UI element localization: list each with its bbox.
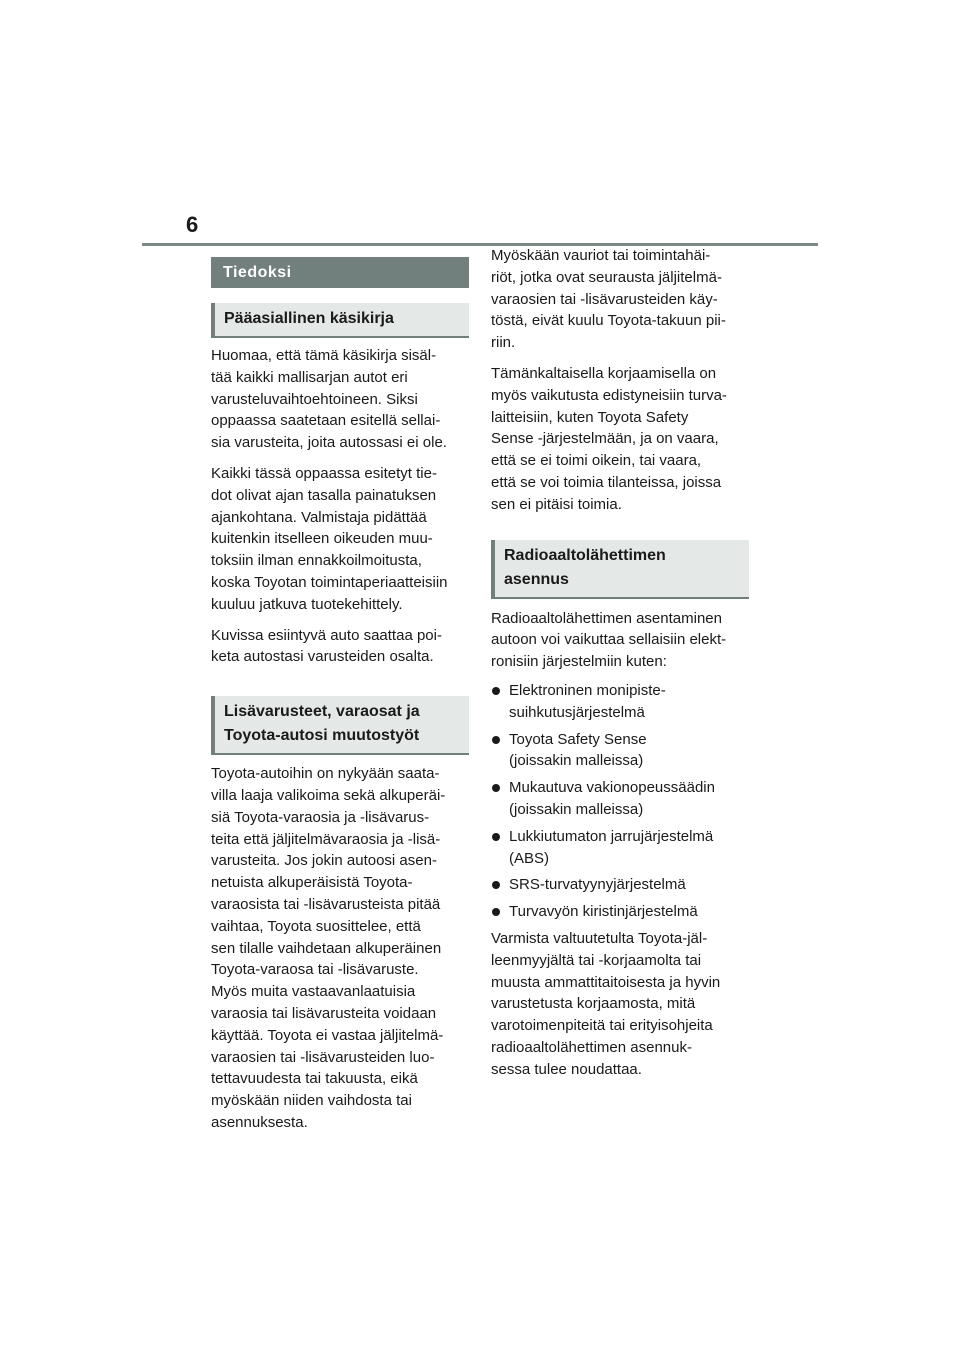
right-column — [491, 245, 749, 1081]
list-item: Toyota Safety Sense (joissakin malleissa) — [491, 729, 749, 773]
paragraph-kuvissa-auto: Kuvissa esiintyvä auto saattaa poi- keta autostasi varusteiden osalta. — [211, 626, 442, 666]
bullet-icon — [492, 881, 500, 889]
list-item: Mukautuva vakionopeussäädin (joissakin malleissa) — [491, 777, 749, 821]
paragraph-vauriot: Myöskään vauriot tai toimintahäi- riöt, jotka ovat seurausta jäljitelmä- varaosien tai -lisävarusteiden käy- töstä, eivät kuulu Toyota-takuun pii- riin. — [491, 247, 726, 352]
heading-lisavarusteet: Lisävarusteet, varaosat ja Toyota-autosi muutostyöt — [211, 696, 469, 755]
page-number: 6 — [186, 212, 199, 237]
paragraph-turvalaitteet: Tämänkaltaisella korjaamisella on myös vaikutusta edistyneisiin turva- laitteisiin, kuten Toyota Safety Sense -järjestelmään, ja on vaara, että se ei toimi oikein, tai vaara, että se voi toimia tilanteissa, joissa sen ei pitäisi toimia. — [491, 364, 727, 513]
paragraph-radio-intro: Radioaaltolähettimen asentaminen autoon voi vaikuttaa sellaisiin elekt- ronisiin järjestelmiin kuten: — [491, 609, 727, 671]
bullet-icon — [492, 736, 500, 744]
heading-radioaaltolahettimen-asennus: Radioaaltolähettimen asennus — [491, 540, 749, 599]
list-item: SRS-turvatyynyjärjestelmä — [491, 874, 749, 896]
heading-paaasiallinen-kasikirja: Pääasiallinen käsikirja — [211, 303, 469, 338]
paragraph-tiedot-ajan-tasalla: Kaikki tässä oppaassa esitetyt tie- dot olivat ajan tasalla painatuksen ajankohtana. Valmistaja pidättää kuitenkin itselleen oikeuden muu- toksiin ilman ennakkoilmoitusta, koska Toyotan toimintaperiaatteisiin kuuluu jatkuva tuotekehittely. — [211, 464, 448, 613]
list-item: Lukkiutumaton jarrujärjestelmä (ABS) — [491, 826, 749, 870]
section-banner-tiedoksi: Tiedoksi — [211, 257, 469, 288]
bullet-icon — [492, 687, 500, 695]
bullet-icon — [492, 833, 500, 841]
paragraph-toyota-varaosat: Toyota-autoihin on nykyään saata- villa laaja valikoima sekä alkuperäi- siä Toyota-varaosia ja -lisävarus- teita että jäljitelmävaraosia ja -lisä- varusteita. Jos jokin autoosi asen- netuista alkuperäisistä Toyota- varaosista tai -lisävarusteista pitää vaihtaa, Toyota suosittelee, että sen tilalle vaihdetaan alkuperäinen Toyota-varaosa tai -lisävaruste. Myös muita vastaavanlaatuisia varaosia tai lisävarusteita voidaan käyttää. Toyota ei vastaa jäljitelmä- varaosien tai -lisävarusteiden luo- tettavuudesta tai takuusta, eikä myöskään niiden vaihdosta tai asennuksesta. — [211, 765, 446, 1131]
list-item: Turvavyön kiristinjärjestelmä — [491, 901, 749, 923]
paragraph-kasikirja-info: Huomaa, että tämä käsikirja sisäl- tää kaikki mallisarjan autot eri varusteluvaihtoehtoineen. Siksi oppaassa saatetaan esitellä sellai- sia varusteita, joita autossasi ei ole. — [211, 347, 447, 452]
paragraph-varmista: Varmista valtuutetulta Toyota-jäl- leenmyyjältä tai -korjaamolta tai muusta ammattitaitoisesta ja hyvin varustetusta korjaamosta, mitä varotoimenpiteitä tai erityisohjeita radioaaltolähettimen asennuk- sessa tulee noudattaa. — [491, 929, 721, 1078]
affected-systems-list — [491, 680, 749, 923]
left-column — [211, 257, 469, 1134]
list-item: Elektroninen monipiste- suihkutusjärjestelmä — [491, 680, 749, 724]
bullet-icon — [492, 784, 500, 792]
bullet-icon — [492, 908, 500, 916]
